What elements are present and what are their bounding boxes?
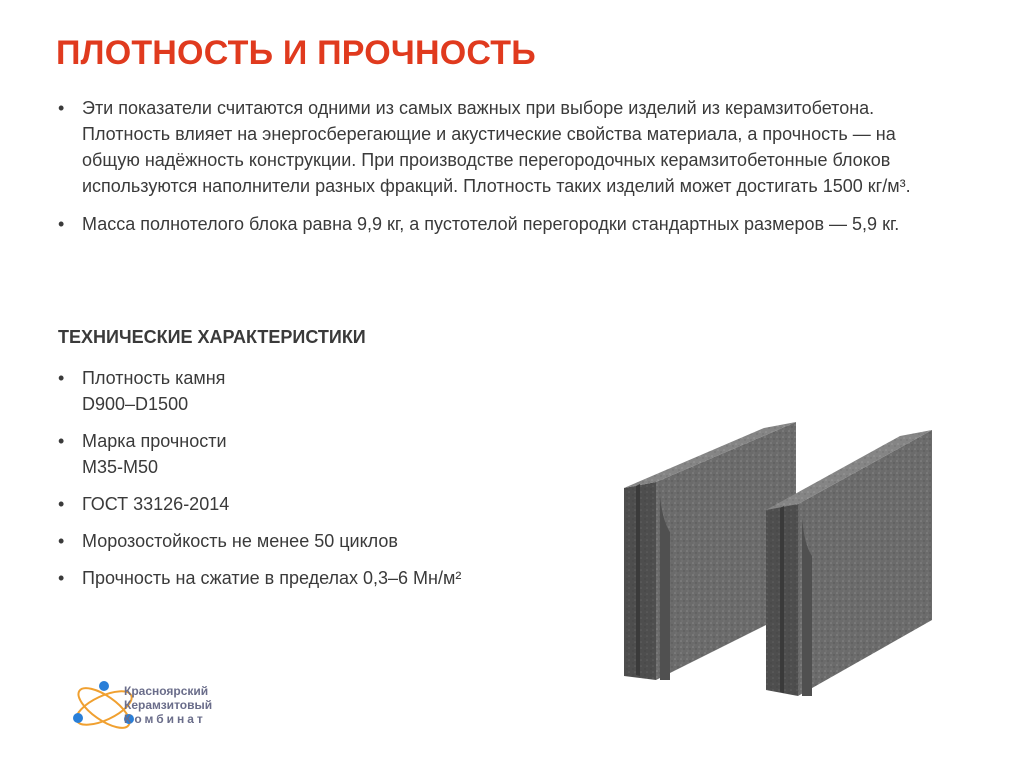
bullet-marker: • [58, 431, 65, 451]
bullet-marker: • [58, 531, 65, 551]
intro-bullet-list [58, 95, 918, 249]
slide-title: ПЛОТНОСТЬ И ПРОЧНОСТЬ [56, 34, 536, 72]
spec-item [58, 528, 578, 554]
spec-value: М35-М50 [82, 457, 159, 477]
spec-label: Морозостойкость не менее 50 циклов [82, 531, 398, 551]
intro-bullet [58, 211, 918, 237]
spec-label: Прочность на сжатие в пределах 0,3–6 Мн/м² [82, 568, 462, 588]
specs-heading: ТЕХНИЧЕСКИЕ ХАРАКТЕРИСТИКИ [58, 327, 366, 347]
spec-item [58, 491, 578, 517]
logo-text [124, 684, 212, 726]
bullet-marker: • [58, 494, 65, 514]
bullet-marker: • [58, 214, 65, 234]
intro-bullet [58, 95, 918, 199]
spec-item [58, 428, 578, 480]
intro-bullet-text: Масса полнотелого блока равна 9,9 кг, а пустотелой перегородки стандартных размеров — 5,9 кг. [82, 214, 900, 234]
bullet-marker: • [58, 368, 65, 388]
spec-value: D900–D1500 [82, 394, 189, 414]
specs-list [58, 365, 578, 602]
bullet-marker: • [58, 568, 65, 588]
logo-line: Красноярский [124, 684, 209, 698]
block-product-image [596, 400, 946, 700]
logo-line: Керамзитовый [124, 698, 213, 712]
logo-line: Комбинат [124, 712, 206, 726]
intro-bullet-text: Эти показатели считаются одними из самых важных при выборе изделий из керамзитобетона. Плотность влияет на энергосберегающие и акустические свойства материала, а прочность — на общую надёжность конструкции. При производстве перегородочных керамзитобетонные блоков используются наполнители разных фракций. Плотность таких изделий может достигать 1500 кг/м³. [82, 98, 911, 196]
spec-item [58, 565, 578, 591]
bullet-marker: • [58, 98, 65, 118]
spec-label: Марка прочности [82, 431, 227, 451]
spec-item [58, 365, 578, 417]
spec-label: Плотность камня [82, 368, 226, 388]
spec-label: ГОСТ 33126-2014 [82, 494, 230, 514]
